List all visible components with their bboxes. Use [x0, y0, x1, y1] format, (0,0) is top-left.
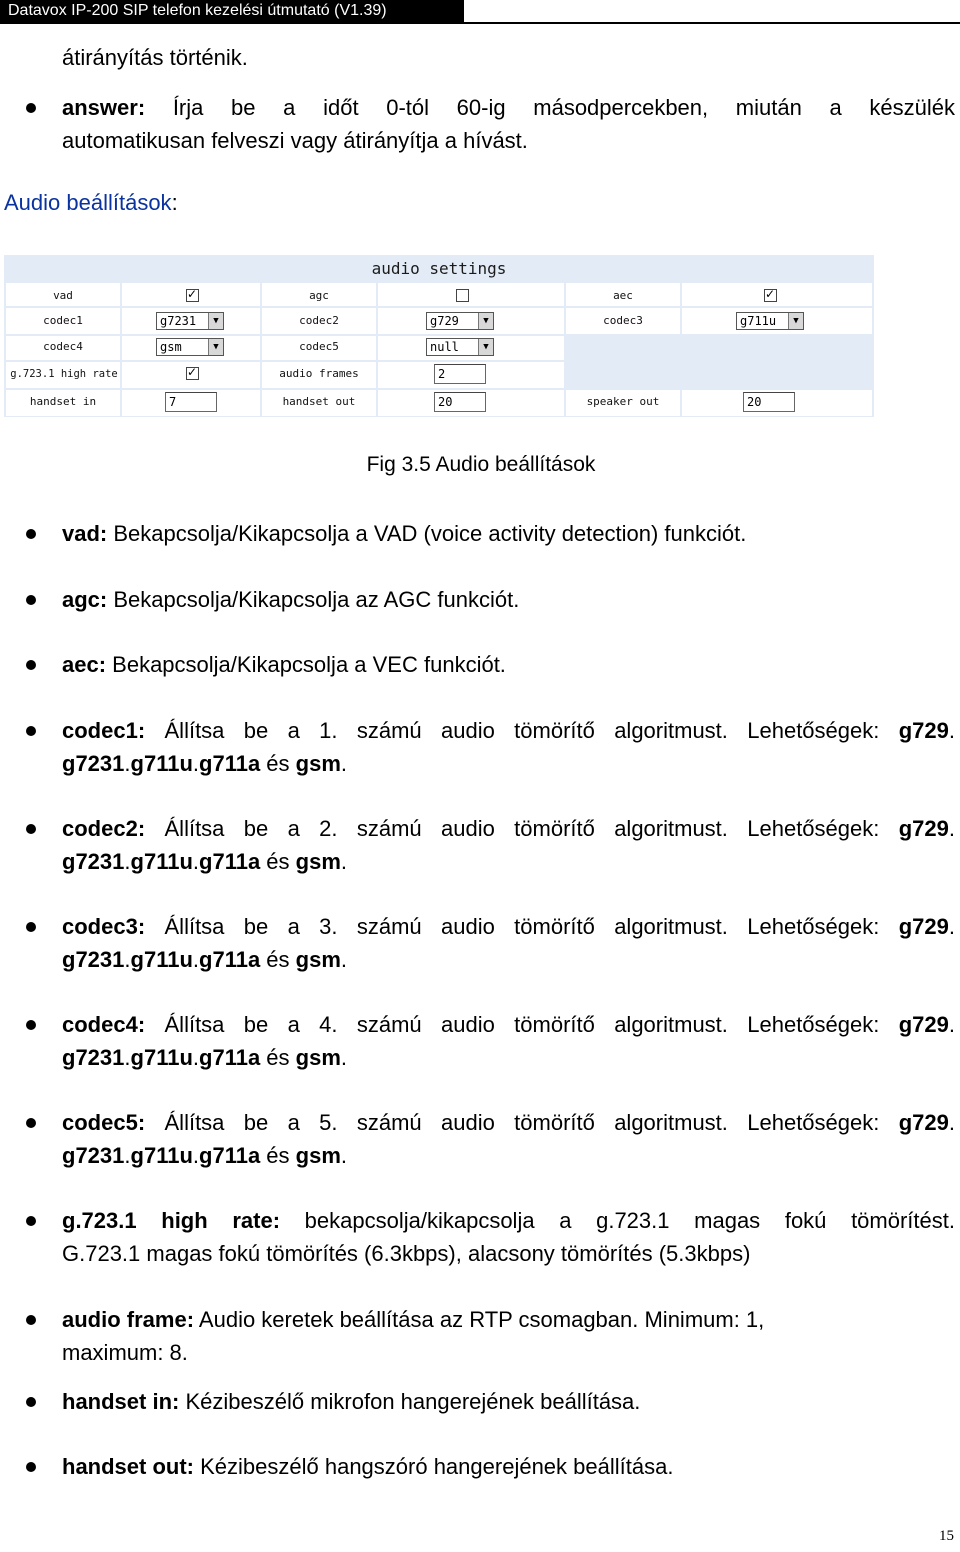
codec-option: g7231	[62, 751, 125, 776]
conjunction: és	[260, 1143, 296, 1168]
bullet-dot	[26, 1397, 36, 1407]
bullet-dot	[26, 922, 36, 932]
chevron-down-icon: ▼	[208, 313, 223, 329]
separator: .	[340, 751, 348, 776]
aec-term: aec:	[62, 652, 107, 677]
chevron-down-icon: ▼	[478, 313, 493, 329]
answer-term: answer:	[62, 95, 146, 120]
bullet-dot	[26, 824, 36, 834]
handset-out-label: handset out	[282, 395, 356, 408]
codec-option: g729	[898, 1012, 949, 1037]
high-rate-checkbox[interactable]	[186, 367, 199, 380]
codec-option: g729	[898, 816, 949, 841]
codec-option: g711u	[130, 1143, 193, 1168]
codec-option: gsm	[295, 1045, 341, 1070]
vad-checkbox[interactable]	[186, 289, 199, 302]
conjunction: és	[260, 751, 296, 776]
codec4-text: Állítsa be a 4. számú audio tömörítő algoritmust. Lehetőségek:	[145, 1012, 899, 1037]
handset-in-input[interactable]: 7	[165, 392, 217, 412]
bullet-dot	[26, 1020, 36, 1030]
audio-settings-panel	[4, 255, 874, 417]
codec5-label: codec5	[299, 340, 339, 353]
separator: .	[340, 947, 348, 972]
codec1-item-line1	[62, 714, 955, 747]
audio-frame-item-line2: maximum: 8.	[62, 1340, 188, 1365]
separator: .	[124, 1143, 131, 1168]
vad-term: vad:	[62, 521, 108, 546]
high-rate-label: g.723.1 high rate	[10, 368, 118, 380]
section-heading	[4, 190, 178, 216]
codec1-term: codec1:	[62, 718, 146, 743]
codec-option: g7231	[62, 849, 125, 874]
aec-item	[62, 648, 506, 681]
codec4-value: gsm	[160, 340, 182, 354]
codec1-item-line2	[62, 747, 347, 780]
codec-option: g711u	[130, 947, 193, 972]
bullet-dot	[26, 726, 36, 736]
separator: .	[948, 1012, 955, 1037]
codec2-item-line1	[62, 812, 955, 845]
figure-caption	[0, 453, 960, 477]
section-heading-label: Audio beállítások	[4, 190, 172, 215]
handset-in-term: handset in:	[62, 1389, 180, 1414]
separator: .	[948, 816, 955, 841]
bullet-dot	[26, 103, 36, 113]
codec-option: g711a	[199, 751, 261, 776]
bullet-dot	[26, 660, 36, 670]
speaker-out-label: speaker out	[586, 395, 660, 408]
page-number: 15	[939, 1528, 954, 1544]
intro-continuation: átirányítás történik.	[62, 45, 248, 70]
codec-option: g729	[898, 718, 949, 743]
handset-in-label: handset in	[29, 395, 97, 408]
codec-option: g7231	[62, 1143, 125, 1168]
document-header: Datavox IP-200 SIP telefon kezelési útmutató (V1.39)	[0, 0, 464, 22]
codec-option: g7231	[62, 947, 125, 972]
codec3-label: codec3	[603, 314, 643, 327]
aec-label: aec	[613, 289, 633, 302]
audio-frame-text1: Audio keretek beállítása az RTP csomagban. Minimum: 1,	[194, 1307, 765, 1332]
codec-option: gsm	[295, 751, 341, 776]
agc-item	[62, 583, 519, 616]
separator: .	[124, 947, 131, 972]
codec5-select[interactable]	[426, 338, 494, 356]
chevron-down-icon: ▼	[788, 313, 803, 329]
figure-caption-text: Fig 3.5 Audio beállítások	[366, 453, 596, 476]
aec-text: Bekapcsolja/Kikapcsolja a VEC funkciót.	[106, 652, 506, 677]
agc-term: agc:	[62, 587, 108, 612]
separator: .	[340, 1045, 348, 1070]
bullet-dot	[26, 529, 36, 539]
codec2-select[interactable]	[426, 312, 494, 330]
aec-checkbox[interactable]	[764, 289, 777, 302]
separator: .	[340, 849, 348, 874]
handset-in-item	[62, 1385, 640, 1418]
bullet-dot	[26, 1118, 36, 1128]
vad-text: Bekapcsolja/Kikapcsolja a VAD (voice activity detection) funkciót.	[107, 521, 747, 546]
codec3-text: Állítsa be a 3. számú audio tömörítő algoritmust. Lehetőségek:	[145, 914, 899, 939]
codec-option: g711u	[130, 1045, 193, 1070]
high-rate-text1: bekapcsolja/kikapcsolja a g.723.1 magas fokú tömörítést.	[280, 1208, 955, 1233]
vad-label: vad	[53, 289, 73, 302]
high-rate-item-line2: G.723.1 magas fokú tömörítés (6.3kbps), alacsony tömörítés (5.3kbps)	[62, 1241, 751, 1266]
codec-option: gsm	[295, 849, 341, 874]
bullet-dot	[26, 1315, 36, 1325]
audio-frame-term: audio frame:	[62, 1307, 195, 1332]
codec3-select[interactable]	[736, 312, 804, 330]
codec2-term: codec2:	[62, 816, 146, 841]
conjunction: és	[260, 1045, 296, 1070]
codec-option: g711a	[199, 1143, 261, 1168]
codec-option: g729	[898, 914, 949, 939]
codec4-label: codec4	[43, 340, 83, 353]
separator: .	[340, 1143, 348, 1168]
codec4-term: codec4:	[62, 1012, 146, 1037]
separator: .	[192, 849, 200, 874]
separator: .	[192, 1143, 200, 1168]
header-rule	[0, 22, 960, 24]
handset-in-text: Kézibeszélő mikrofon hangerejének beállítása.	[179, 1389, 641, 1414]
codec-option: g711a	[199, 947, 261, 972]
chevron-down-icon: ▼	[208, 339, 223, 355]
handset-out-input[interactable]: 20	[434, 392, 486, 412]
audio-frames-input[interactable]: 2	[434, 364, 486, 384]
answer-text: Írja be a időt 0-tól 60-ig másodpercekben, miután a készülék	[145, 95, 955, 120]
bullet-dot	[26, 1216, 36, 1226]
codec5-text: Állítsa be a 5. számú audio tömörítő algoritmust. Lehetőségek:	[145, 1110, 899, 1135]
codec1-label: codec1	[43, 314, 83, 327]
codec5-term: codec5:	[62, 1110, 146, 1135]
codec-option: g711u	[130, 751, 193, 776]
codec2-text: Állítsa be a 2. számú audio tömörítő algoritmust. Lehetőségek:	[145, 816, 899, 841]
codec-option: gsm	[295, 1143, 341, 1168]
codec5-value: null	[430, 340, 459, 354]
separator: .	[124, 1045, 131, 1070]
codec3-value: g711u	[740, 314, 777, 328]
codec-option: g711a	[199, 1045, 261, 1070]
codec2-label: codec2	[299, 314, 339, 327]
separator: .	[192, 751, 200, 776]
chevron-down-icon: ▼	[478, 339, 493, 355]
separator: .	[192, 947, 200, 972]
panel-title: audio settings	[371, 259, 507, 278]
codec1-text: Állítsa be a 1. számú audio tömörítő algoritmust. Lehetőségek:	[145, 718, 899, 743]
conjunction: és	[260, 947, 296, 972]
answer-item-line1	[62, 91, 955, 124]
codec-option: gsm	[295, 947, 341, 972]
codec5-item-line2	[62, 1139, 347, 1172]
vad-item	[62, 517, 746, 550]
bullet-dot	[26, 595, 36, 605]
separator: .	[948, 914, 955, 939]
separator: .	[948, 718, 955, 743]
handset-out-item	[62, 1450, 673, 1483]
codec-option: g711a	[199, 849, 261, 874]
high-rate-item-line1	[62, 1204, 955, 1237]
handset-out-text: Kézibeszélő hangszóró hangerejének beállítása.	[194, 1454, 674, 1479]
codec2-value: g729	[430, 314, 459, 328]
codec4-select[interactable]	[156, 338, 224, 356]
separator: .	[192, 1045, 200, 1070]
speaker-out-input[interactable]: 20	[743, 392, 795, 412]
codec5-item-line1	[62, 1106, 955, 1139]
section-heading-colon: :	[171, 190, 178, 215]
agc-text: Bekapcsolja/Kikapcsolja az AGC funkciót.	[107, 587, 520, 612]
codec1-value: g7231	[160, 314, 197, 328]
answer-item-line2: automatikusan felveszi vagy átirányítja a hívást.	[62, 128, 528, 153]
codec1-select[interactable]	[156, 312, 224, 330]
codec-option: g711u	[130, 849, 193, 874]
audio-frame-item-line1	[62, 1303, 764, 1336]
conjunction: és	[260, 849, 296, 874]
high-rate-term: g.723.1 high rate:	[62, 1208, 281, 1233]
codec-option: g7231	[62, 1045, 125, 1070]
separator: .	[948, 1110, 955, 1135]
audio-frames-label: audio frames	[279, 367, 359, 380]
codec3-item-line2	[62, 943, 347, 976]
separator: .	[124, 849, 131, 874]
codec4-item-line1	[62, 1008, 955, 1041]
separator: .	[124, 751, 131, 776]
handset-out-term: handset out:	[62, 1454, 194, 1479]
codec3-item-line1	[62, 910, 955, 943]
codec-option: g729	[898, 1110, 949, 1135]
codec4-item-line2	[62, 1041, 347, 1074]
bullet-dot	[26, 1462, 36, 1472]
agc-checkbox[interactable]	[456, 289, 469, 302]
codec2-item-line2	[62, 845, 347, 878]
codec3-term: codec3:	[62, 914, 146, 939]
agc-label: agc	[309, 289, 329, 302]
